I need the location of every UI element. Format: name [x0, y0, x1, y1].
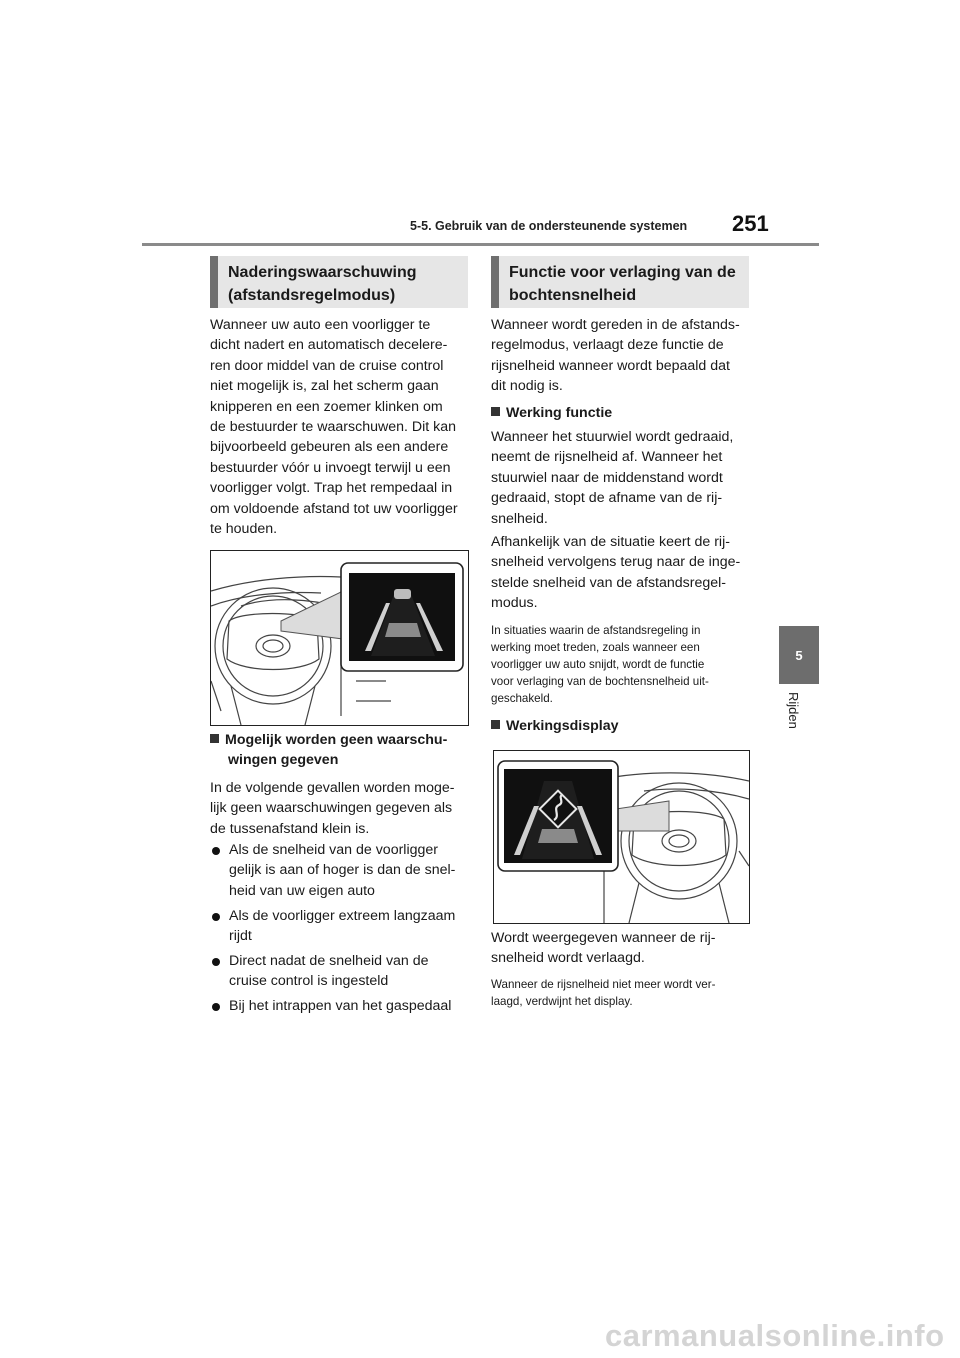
- bullet-icon: [212, 847, 220, 855]
- square-bullet-icon: [210, 734, 219, 743]
- approach-warning-figure: [210, 550, 469, 726]
- page-number: 251: [732, 211, 769, 236]
- bullet-icon: [212, 913, 220, 921]
- square-bullet-icon: [491, 407, 500, 416]
- list-item: Als de snelheid van de voorligger gelijk is aan of hoger is dan de snel- heid van uw eigen auto: [212, 840, 474, 901]
- display-subheading: Werkingsdisplay: [491, 716, 756, 736]
- operation-display-figure: [493, 750, 750, 924]
- function-note: In situaties waarin de afstandsregeling in werking moet treden, zoals wanneer een voorligger uw auto snijdt, wordt de functie voor verlaging van de bochtensnelheid uit- geschakeld.: [491, 624, 709, 705]
- curve-speed-heading: Functie voor verlaging van de bochtensnelheid: [491, 256, 749, 308]
- square-bullet-icon: [491, 720, 500, 729]
- chapter-tab: 5: [779, 626, 819, 684]
- watermark: carmanualsonline.info: [605, 1318, 945, 1353]
- bullet-icon: [212, 958, 220, 966]
- display-text: Wordt weergegeven wanneer de rij- snelheid wordt verlaagd.: [491, 930, 716, 967]
- no-warning-subheading: Mogelijk worden geen waarschu- wingen gegeven: [210, 730, 475, 771]
- list-item: Direct nadat de snelheid van de cruise control is ingesteld: [212, 951, 474, 992]
- function-text-2: Afhankelijk van de situatie keert de rij- snelheid vervolgens terug naar de inge- stelde snelheid van de afstandsregel- modus.: [491, 534, 741, 612]
- curve-speed-intro: Wanneer wordt gereden in de afstands- regelmodus, verlaagt deze functie de rijsnelheid wanneer wordt bepaald dat dit nodig is.: [491, 317, 740, 395]
- approach-warning-heading: Naderingswaarschuwing (afstandsregelmodus): [210, 256, 468, 308]
- section-title: 5-5. Gebruik van de ondersteunende systemen: [410, 219, 688, 233]
- display-note: Wanneer de rijsnelheid niet meer wordt ver- laagd, verdwijnt het display.: [491, 978, 716, 1008]
- list-item: Als de voorligger extreem langzaam rijdt: [212, 906, 474, 947]
- function-subheading: Werking functie: [491, 403, 756, 423]
- approach-warning-text: Wanneer uw auto een voorligger te dicht nadert en automatisch decelere- ren door middel van de cruise control niet mogelijk is, zal het scherm gaan knipperen en een zoemer klinken om de bestuurder te waarschuwen. Dit kan bijvoorbeeld gebeuren als een andere bestuurder vóór u invoegt terwijl u een voorligger volgt. Trap het rempedaal in om voldoende afstand tot uw voorligger te houden.: [210, 317, 458, 538]
- header-divider: [142, 243, 819, 246]
- list-item: Bij het intrappen van het gaspedaal: [212, 996, 474, 1016]
- no-warning-text: In de volgende gevallen worden moge- lijk geen waarschuwingen gegeven als de tussenafstand klein is.: [210, 780, 455, 837]
- chapter-label: Rijden: [786, 692, 801, 729]
- bullet-icon: [212, 1003, 220, 1011]
- function-text: Wanneer het stuurwiel wordt gedraaid, neemt de rijsnelheid af. Wanneer het stuurwiel naar de middenstand wordt gedraaid, stopt de afname van de rij- snelheid.: [491, 429, 734, 527]
